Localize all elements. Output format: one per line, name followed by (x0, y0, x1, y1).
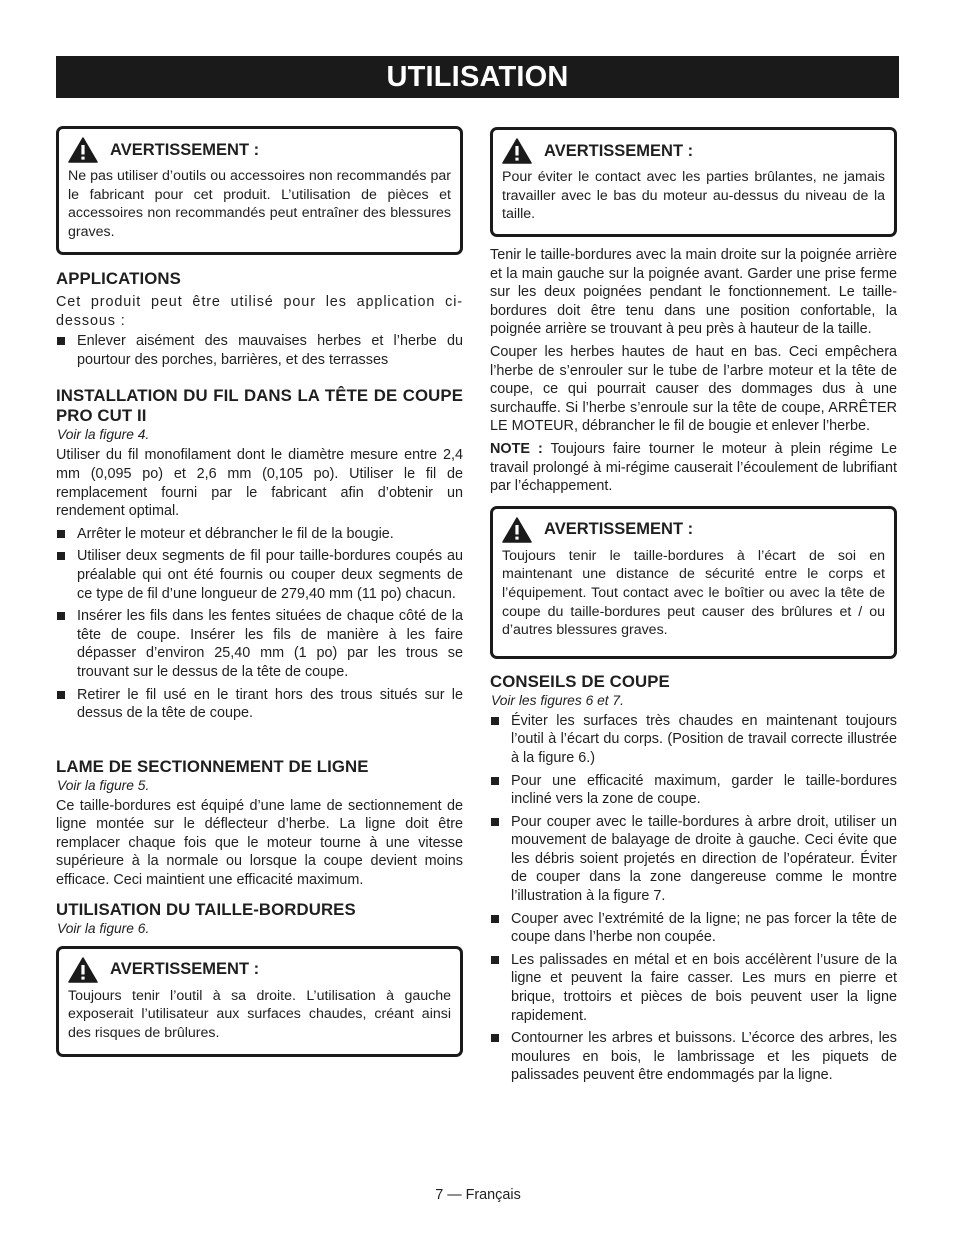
tips-heading: CONSEILS DE COUPE (490, 671, 670, 691)
list-item: Retirer le fil usé en le tirant hors des trous situés sur le dessus de la tête de coupe. (56, 686, 463, 723)
applications-heading: APPLICATIONS (56, 269, 181, 288)
warning-triangle-icon (502, 138, 532, 164)
warning-header (68, 957, 451, 983)
warning-box (56, 946, 463, 1057)
warning-triangle-icon (68, 957, 98, 983)
tips-list (490, 712, 897, 1085)
list-item: Les palissades en métal et en bois accélèrent l’usure de la ligne et peuvent la faire casser. Les murs en pierre et brique, trottoirs et pièces de bois peuvent user la ligne rapidement. (490, 951, 897, 1025)
warning-title: AVERTISSEMENT : (110, 140, 260, 159)
warning-header (502, 517, 885, 543)
warning-title: AVERTISSEMENT : (110, 960, 260, 979)
warning-header (502, 138, 885, 164)
warning-box (490, 127, 897, 237)
installation-text: Utiliser du fil monofilament dont le diamètre mesure entre 2,4 mm (0,095 po) et 2,6 mm (0,105 po). Utiliser le fil de remplacement fourni par le fabricant afin d’obtenir un rendement optimal. (56, 447, 463, 520)
warning-title: AVERTISSEMENT : (544, 141, 694, 160)
list-item: Contourner les arbres et buissons. L’écorce des arbres, les moulures en bois, le lambrissage et les piquets de palissades peuvent être endommagés par la ligne. (490, 1029, 897, 1085)
figure-reference: Voir la figure 4. (57, 427, 150, 443)
applications-list (56, 332, 463, 369)
installation-heading: INSTALLATION DU FIL DANS LA TÊTE DE COUPE PRO CUT II (56, 386, 463, 426)
list-item: Éviter les surfaces très chaudes en maintenant toujours l’outil à l’écart du corps. (Position de travail correcte illustrée à la figure 6.) (490, 712, 897, 768)
figure-reference: Voir les figures 6 et 7. (491, 692, 624, 708)
note-paragraph (490, 440, 897, 496)
paragraph: Couper les herbes hautes de haut en bas. Ceci empêchera l’herbe de s’enrouler sur le tube de l’arbre moteur et la tête de coupe, ce qui pourrait causer des dommages dus à une surchauffe. Si l’herbe s’enroule sur la tête de coupe, ARRÊTER LE MOTEUR, débrancher le fil de bougie et enlever l’herbe. (490, 343, 897, 435)
installation-list (56, 525, 463, 723)
warning-text: Toujours tenir le taille-bordures à l’écart de soi en maintenant une distance de sécurité entre le corps et l’équipement. Tout contact avec le boîtier ou avec la tête de coupe du taille-bordures peut causer des brûlures et / ou d’autres blessures graves. (502, 547, 885, 639)
figure-reference: Voir la figure 6. (57, 920, 150, 936)
paragraph: Tenir le taille-bordures avec la main droite sur la poignée arrière et la main gauche sur la poignée avant. Garder une prise ferme sur les deux poignées pendant le fonctionnement. Le taille-bordures doit être tenu dans une position confortable, la poignée arrière se trouvant à peu près à hauteur de la taille. (490, 247, 897, 338)
list-item: Enlever aisément des mauvaises herbes et l’herbe du pourtour des porches, barrières, et des terrasses (56, 332, 463, 369)
blade-heading: LAME DE SECTIONNEMENT DE LIGNE (56, 756, 369, 776)
left-column (56, 126, 463, 1057)
warning-text: Toujours tenir l’outil à sa droite. L’utilisation à gauche exposerait l’utilisateur aux surfaces chaudes, créant ainsi des risques de brûlures. (68, 987, 451, 1041)
usage-heading: UTILISATION DU TAILLE-BORDURES (56, 899, 356, 919)
page-title: UTILISATION (386, 61, 569, 93)
applications-intro: Cet produit peut être utilisé pour les application ci-dessous : (56, 294, 463, 329)
warning-triangle-icon (502, 517, 532, 543)
list-item: Pour couper avec le taille-bordures à arbre droit, utiliser un mouvement de balayage de droite à gauche. Ceci évite que les débris soient projetés en direction de l’opérateur. Éviter de couper dans la zone dangereuse comme le montre l’illustration à la figure 7. (490, 813, 897, 906)
figure-reference: Voir la figure 5. (57, 777, 150, 793)
right-column (490, 127, 897, 1089)
warning-header (68, 137, 451, 163)
warning-triangle-icon (68, 137, 98, 163)
warning-text: Ne pas utiliser d’outils ou accessoires non recommandés par le fabricant pour cet produit. L’utilisation de pièces et accessoires non recommandés peut entraîner des blessures graves. (68, 168, 451, 240)
page-footer (0, 1187, 954, 1203)
blade-text: Ce taille-bordures est équipé d’une lame de sectionnement de ligne montée sur le déflecteur d’herbe. La ligne doit être remplacer chaque fois que le moteur tourne à une vitesse supérieure à la normale ou lorsque la coupe devient moins efficace. Ceci maintient une efficacité maximum. (56, 797, 463, 889)
list-item: Utiliser deux segments de fil pour taille-bordures coupés au préalable qui ont été fournis ou couper deux segments de ce type de fil d’une longueur de 279,40 mm (11 po) chacun. (56, 547, 463, 603)
list-item: Couper avec l’extrémité de la ligne; ne pas forcer la tête de coupe dans l’herbe non coupée. (490, 910, 897, 947)
warning-title: AVERTISSEMENT : (544, 520, 694, 539)
page-number: 7 — Français (435, 1187, 521, 1203)
list-item: Insérer les fils dans les fentes situées de chaque côté de la tête de coupe. Insérer les fils de manière à les faire dépasser d’environ 25,40 mm (1 po) par les trous se trouvant sur le dessus de la tête de coupe. (56, 607, 463, 681)
note-text: Toujours faire tourner le moteur à plein régime Le travail prolongé à mi-régime causerait l’écoulement de lubrifiant par l’échappement. (490, 440, 897, 495)
section-banner (56, 56, 899, 98)
note-label: NOTE : (490, 440, 543, 457)
warning-box (490, 506, 897, 659)
warning-text: Pour éviter le contact avec les parties brûlantes, ne jamais travailler avec le bas du moteur au-dessus du niveau de la taille. (502, 169, 885, 223)
list-item: Arrêter le moteur et débrancher le fil de la bougie. (56, 525, 463, 544)
list-item: Pour une efficacité maximum, garder le taille-bordures incliné vers la zone de coupe. (490, 772, 897, 809)
warning-box (56, 126, 463, 255)
